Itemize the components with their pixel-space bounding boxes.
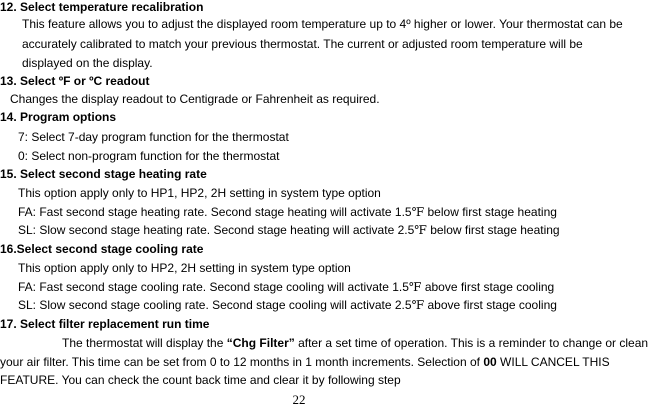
section-15-slow-rate	[18, 223, 560, 237]
section-17-line-2-text-b: WILL CANCEL THIS	[496, 355, 610, 369]
section-16-slow-rate-text-a: SL: Slow second stage cooling rate. Second stage cooling will activate 2.5	[18, 298, 412, 312]
section-15-slow-rate-text-a: SL: Slow second stage heating rate. Second stage heating will activate 2.5	[18, 223, 415, 237]
section-16-heading: 16.Select second stage cooling rate	[0, 242, 204, 256]
section-17-heading: 17. Select filter replacement run time	[0, 317, 210, 331]
fahrenheit-symbol: ℉	[414, 223, 427, 237]
section-15-fast-rate-text-b: below first stage heating	[427, 205, 557, 219]
section-12-line-2: accurately calibrated to match your previous thermostat. The current or adjusted room temperature will be	[22, 37, 583, 51]
section-15-heading: 15. Select second stage heating rate	[0, 167, 207, 181]
section-17-line-1-text-b: after a set time of operation. This is a reminder to change or clean	[294, 336, 648, 350]
section-17-line-2-text-a: your air filter. This time can be set from 0 to 12 months in 1 month increments. Selection of	[0, 355, 484, 369]
section-16-slow-rate	[18, 298, 557, 312]
section-14-heading: 14. Program options	[0, 110, 117, 124]
section-15-fast-rate	[18, 205, 557, 219]
section-17-line-1	[62, 336, 648, 350]
section-16-fast-rate-text-b: above first stage cooling	[424, 280, 555, 294]
section-17-line-2	[0, 355, 610, 369]
section-13-line-1: Changes the display readout to Centigrade or Fahrenheit as required.	[10, 92, 380, 106]
page-number: 22	[292, 392, 306, 407]
fahrenheit-symbol: ℉	[411, 205, 425, 219]
cancel-value: 00	[483, 355, 497, 369]
fahrenheit-symbol: ℉	[408, 280, 422, 294]
section-16-line-1: This option apply only to HP2, 2H setting in system type option	[18, 261, 351, 275]
section-12-line-3: displayed on the display.	[22, 56, 153, 70]
section-12-heading: 12. Select temperature recalibration	[0, 0, 204, 14]
section-12-line-1: This feature allows you to adjust the displayed room temperature up to 4º higher or lower. Your thermostat can be	[22, 17, 623, 31]
section-17-line-1-text-a: The thermostat will display the	[62, 336, 227, 350]
section-15-fast-rate-text-a: FA: Fast second stage heating rate. Second stage heating will activate 1.5	[18, 205, 412, 219]
chg-filter-label: “Chg Filter”	[226, 336, 295, 350]
section-14-option-0: 0: Select non-program function for the thermostat	[18, 149, 280, 163]
section-13-heading: 13. Select ºF or ºC readout	[0, 74, 150, 88]
section-16-fast-rate-text-a: FA: Fast second stage cooling rate. Second stage cooling will activate 1.5	[18, 280, 409, 294]
fahrenheit-symbol: ℉	[411, 298, 425, 312]
section-17-line-3: FEATURE. You can check the count back time and clear it by following step	[0, 373, 401, 387]
section-15-slow-rate-text-b: below first stage heating	[430, 223, 560, 237]
section-16-slow-rate-text-b: above first stage cooling	[427, 298, 557, 312]
section-16-fast-rate	[18, 280, 554, 294]
section-14-option-7: 7: Select 7-day program function for the thermostat	[18, 130, 289, 144]
section-15-line-1: This option apply only to HP1, HP2, 2H setting in system type option	[18, 186, 381, 200]
